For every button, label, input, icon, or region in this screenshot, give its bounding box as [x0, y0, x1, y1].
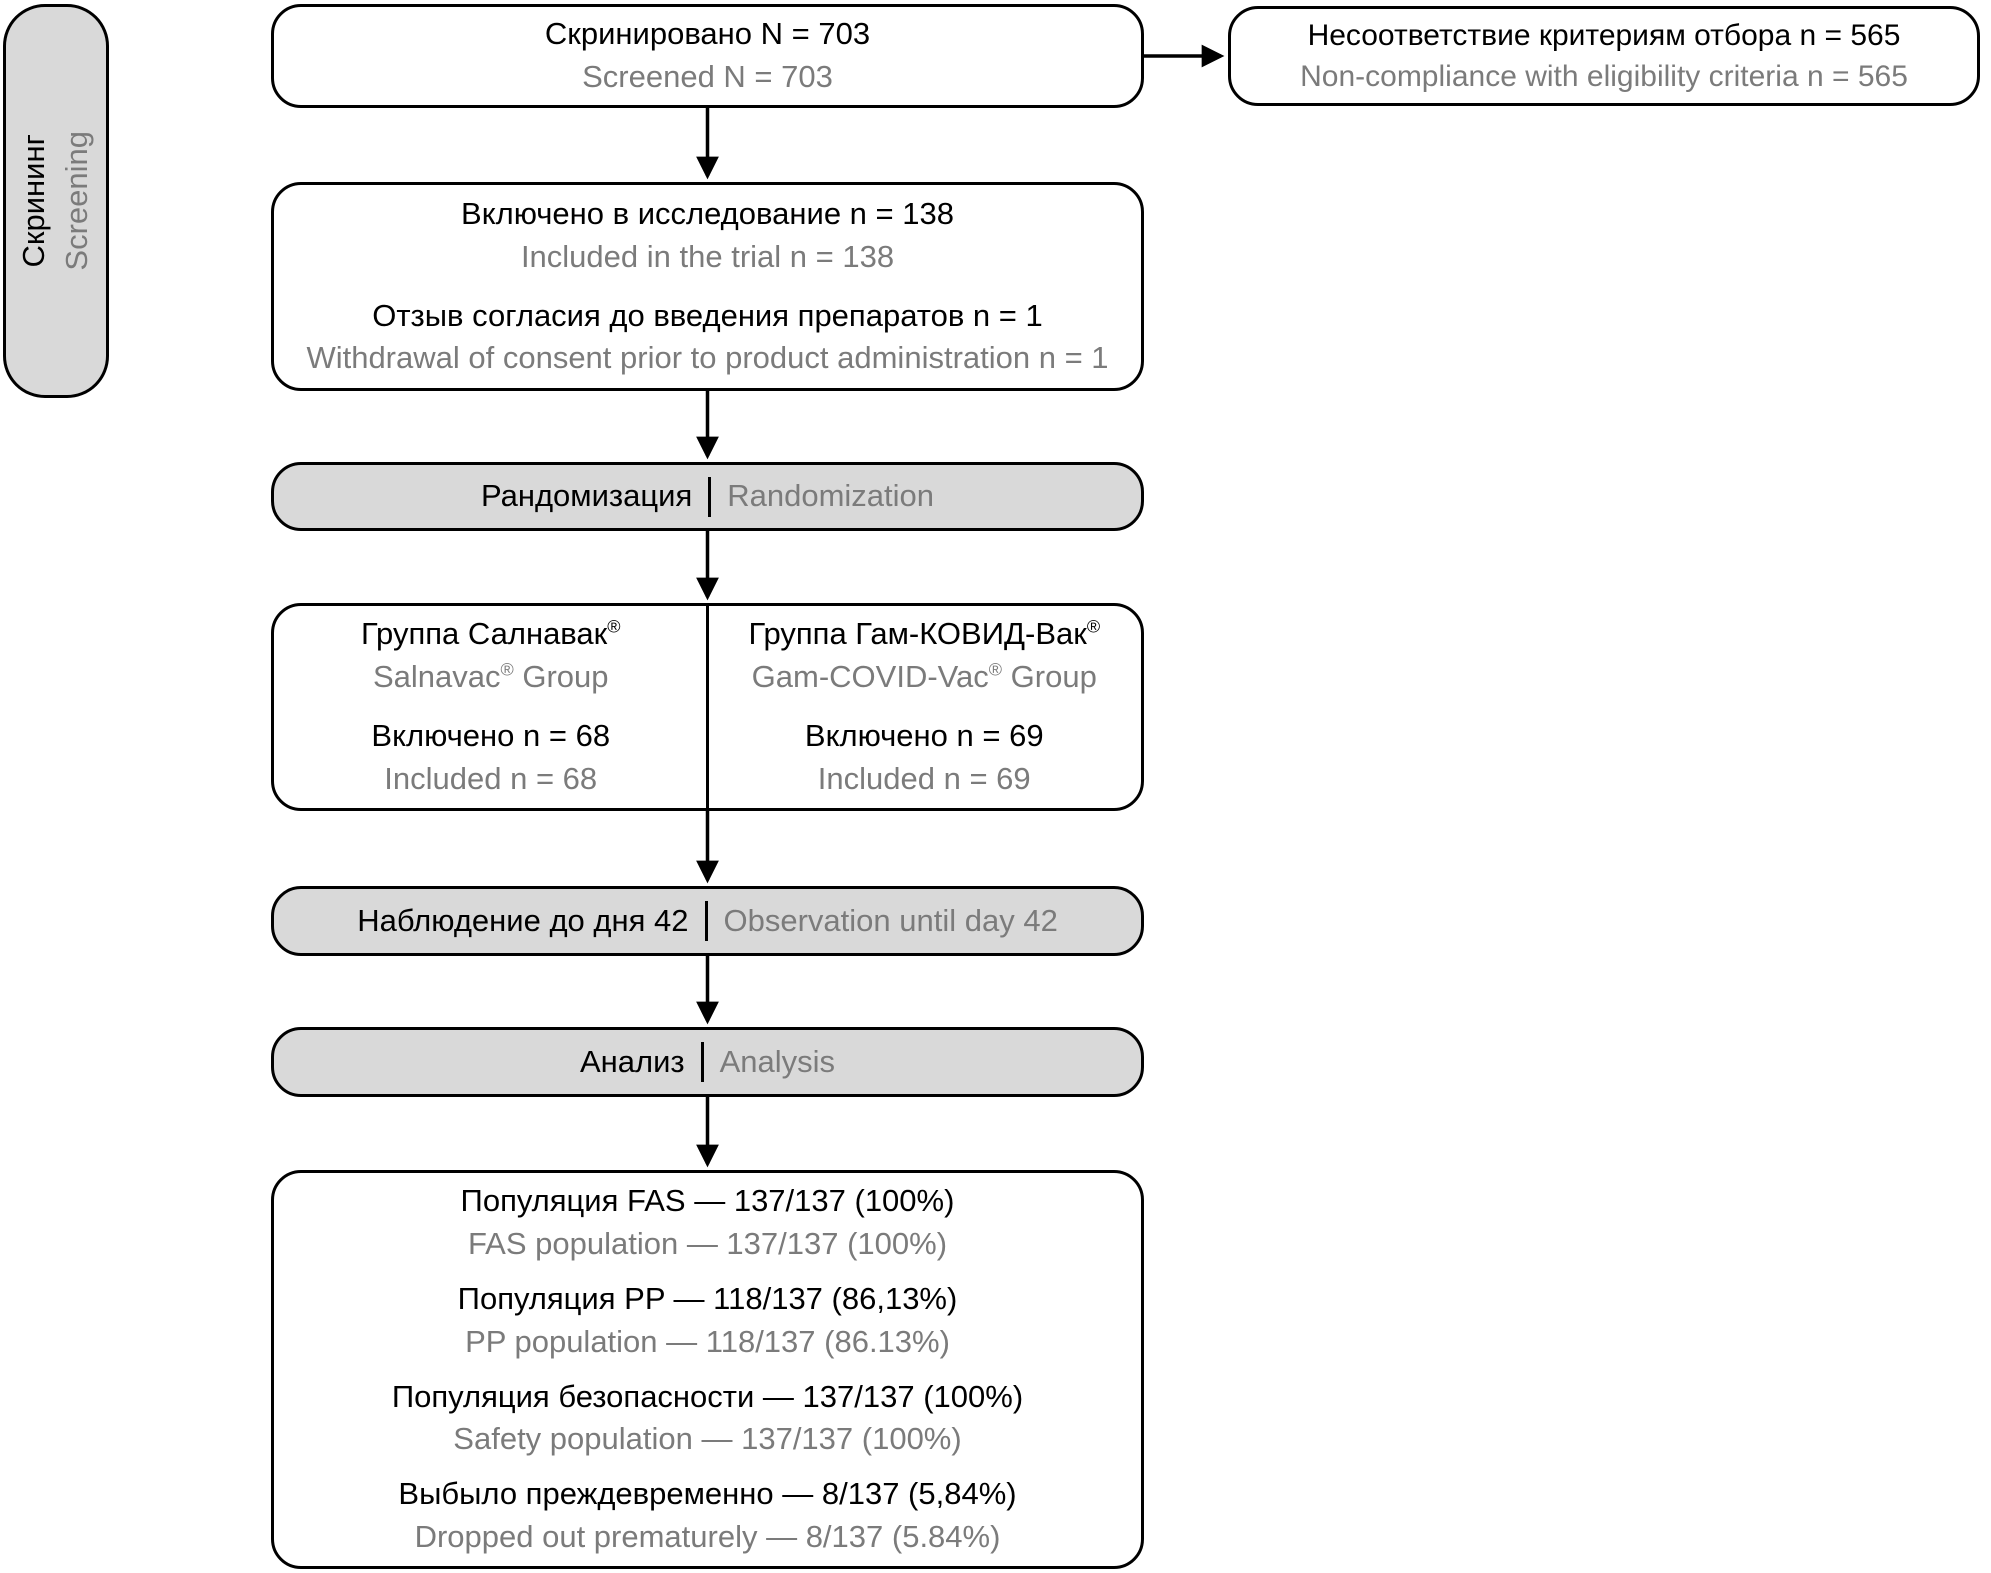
group-gamcovidvac-count-ru: Включено n = 69: [804, 718, 1044, 753]
safety-population-pair: [392, 1376, 1023, 1462]
fas-population-pair: [461, 1180, 955, 1266]
included-count-pair: [461, 193, 954, 279]
included-box: [271, 182, 1144, 391]
group-gamcovidvac-cell: [708, 606, 1142, 808]
safety-population-en: Safety population — 137/137 (100%): [453, 1421, 962, 1457]
screened-text-en: Screened N = 703: [582, 59, 833, 94]
randomization-bar: [271, 462, 1144, 531]
group-gamcovidvac-title-ru: [748, 613, 1100, 656]
group-gamcovidvac-name-ru: Группа Гам-КОВИД-Вак: [748, 616, 1087, 652]
screened-text-ru: Скринировано N = 703: [544, 16, 871, 52]
group-salnavac-name-ru: Группа Салнавак: [361, 616, 608, 652]
withdrawal-text-en: Withdrawal of consent prior to product administration n = 1: [306, 340, 1109, 376]
fas-population-ru: Популяция FAS — 137/137 (100%): [460, 1183, 955, 1219]
registered-trademark: ®: [607, 617, 621, 638]
noncompliance-box: [1228, 6, 1980, 106]
group-salnavac-title-pair: [361, 613, 620, 699]
stage-label-en: Screening: [59, 131, 94, 271]
dropout-en: Dropped out prematurely — 8/137 (5.84%): [414, 1518, 1001, 1554]
pp-population-en: PP population — 118/137 (86.13%): [465, 1323, 950, 1359]
group-salnavac-title-en: [361, 656, 620, 699]
dropout-pair: [398, 1473, 1016, 1559]
randomization-text-ru: Рандомизация: [480, 478, 693, 514]
populations-box: [271, 1170, 1144, 1569]
noncompliance-text-ru: Несоответствие критериям отбора n = 565: [1307, 18, 1901, 52]
group-gamcovidvac-title-en: [748, 656, 1100, 699]
group-salnavac-count-ru: Включено n = 68: [371, 718, 611, 753]
registered-trademark: ®: [988, 659, 1003, 680]
group-salnavac-count-en: Included n = 68: [384, 760, 598, 796]
withdrawal-text-ru: Отзыв согласия до введения препаратов n = 1: [372, 297, 1043, 333]
analysis-text-ru: Анализ: [579, 1043, 685, 1079]
groups-divider: [706, 606, 709, 808]
included-text-en: Included in the trial n = 138: [520, 238, 895, 274]
group-salnavac-name-en: Salnavac: [372, 659, 501, 695]
divider-line: [708, 477, 711, 517]
group-salnavac-cell: [274, 606, 708, 808]
withdrawal-pair: [306, 295, 1108, 381]
analysis-bar: [271, 1027, 1144, 1097]
randomization-text-en: Randomization: [727, 478, 935, 514]
observation-text-ru: Наблюдение до дня 42: [357, 902, 689, 938]
group-salnavac-title-ru: [361, 613, 620, 656]
group-gamcovidvac-count-en: Included n = 69: [817, 760, 1031, 796]
group-salnavac-count-pair: [371, 715, 610, 801]
stage-label-rotated-text: [13, 131, 99, 271]
pp-population-ru: Популяция PP — 118/137 (86,13%): [457, 1280, 958, 1316]
screening-stage-label: [3, 4, 109, 398]
observation-text-en: Observation until day 42: [723, 902, 1058, 938]
screened-box: [271, 4, 1144, 108]
registered-trademark: ®: [500, 659, 514, 680]
noncompliance-text-en: Non-compliance with eligibility criteria n = 565: [1300, 60, 1908, 93]
pp-population-pair: [458, 1278, 958, 1364]
divider-line: [705, 901, 708, 941]
included-text-ru: Включено в исследование n = 138: [461, 195, 954, 231]
groups-box: [271, 603, 1144, 811]
divider-line: [701, 1042, 704, 1082]
group-salnavac-suffix-en: Group: [513, 659, 609, 695]
observation-bar: [271, 886, 1144, 956]
safety-population-ru: Популяция безопасности — 137/137 (100%): [391, 1378, 1024, 1414]
dropout-ru: Выбыло преждевременно — 8/137 (5,84%): [398, 1476, 1017, 1512]
registered-trademark: ®: [1086, 617, 1101, 638]
fas-population-en: FAS population — 137/137 (100%): [467, 1226, 948, 1262]
group-gamcovidvac-count-pair: [805, 715, 1044, 801]
group-gamcovidvac-suffix-en: Group: [1002, 659, 1097, 695]
group-gamcovidvac-name-en: Gam-COVID-Vac: [751, 659, 989, 695]
group-gamcovidvac-title-pair: [748, 613, 1100, 699]
analysis-text-en: Analysis: [719, 1043, 836, 1079]
stage-label-ru: Скрининг: [16, 134, 52, 268]
